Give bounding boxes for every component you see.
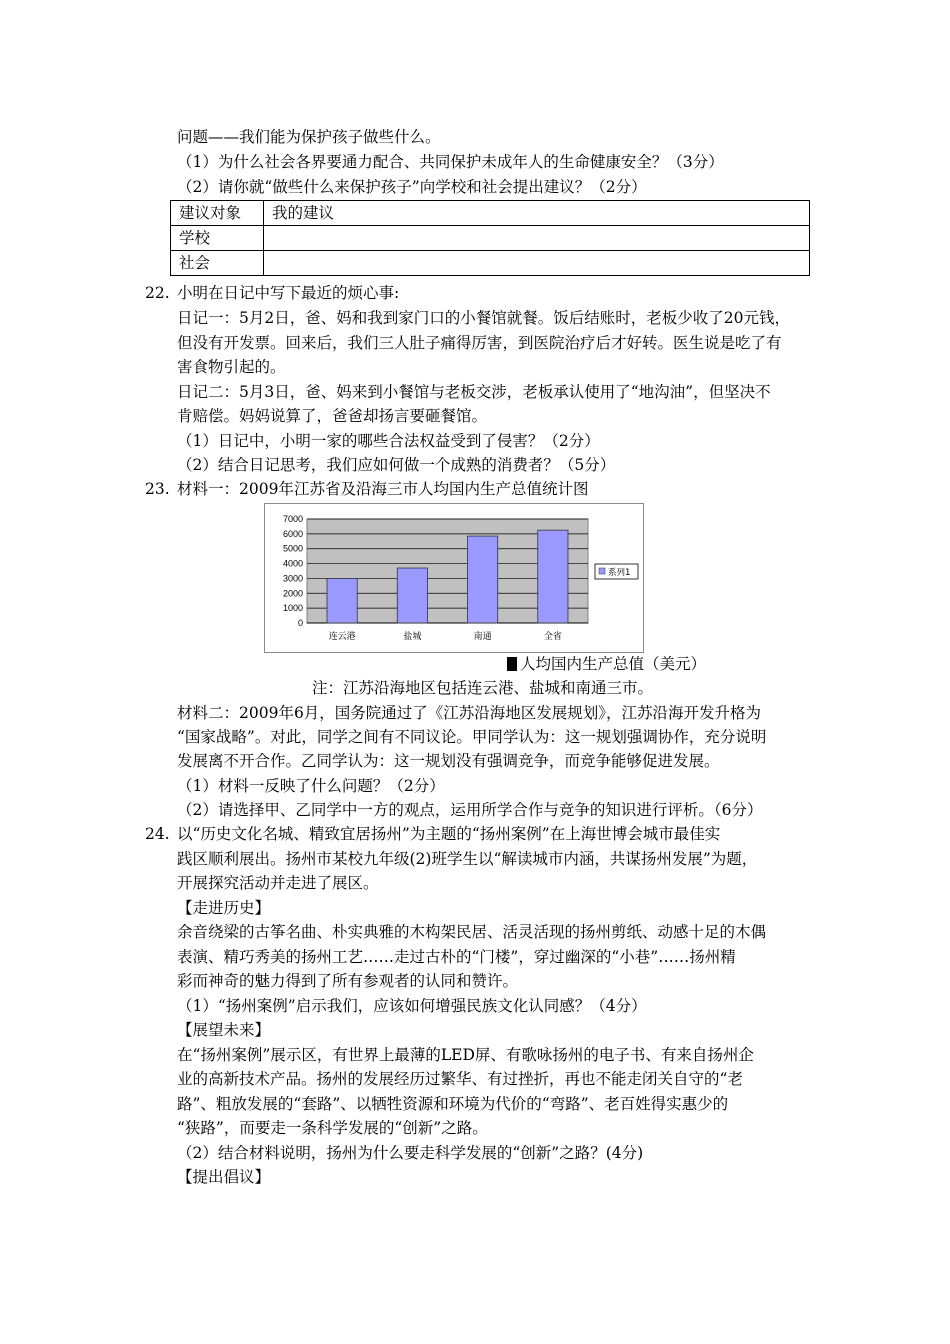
y-tick-label: 2000 [282, 588, 303, 599]
x-tick-label: 全省 [543, 632, 562, 642]
q22-diary2-line2: 肯赔偿。妈妈说算了，爸爸却扬言要砸餐馆。 [177, 407, 488, 425]
y-tick-label: 1000 [282, 603, 303, 614]
y-tick-label: 5000 [282, 543, 303, 554]
q23-sub1: （1）材料一反映了什么问题？（2分） [177, 777, 445, 795]
q24-sub2: （2）结合材料说明，扬州为什么要走科学发展的“创新”之路？(4分) [177, 1144, 644, 1162]
legend-swatch [599, 568, 605, 574]
table-row [171, 201, 810, 226]
q23-material1: 材料一：2009年江苏省及沿海三市人均国内生产总值统计图 [177, 480, 589, 498]
q21-sub2: （2）请你就“做些什么来保护孩子”向学校和社会提出建议？（2分） [177, 178, 647, 196]
q22-diary1-line3: 害食物引起的。 [177, 358, 286, 376]
chart-svg [265, 504, 643, 652]
legend-label: 人均国内生产总值（美元） [520, 655, 707, 673]
x-tick-label: 连云港 [328, 632, 356, 642]
bar [538, 530, 568, 623]
q22-sub1: （1）日记中，小明一家的哪些合法权益受到了侵害？（2分） [177, 432, 600, 450]
q22-sub2: （2）结合日记思考，我们应如何做一个成熟的消费者？（5分） [177, 456, 616, 474]
legend-square-icon [507, 657, 517, 671]
q22-number: 22. [145, 284, 170, 302]
y-tick-label: 7000 [282, 514, 303, 524]
q23-material2-line3: 发展离不开合作。乙同学认为：这一规划没有强调竞争，而竞争能够促进发展。 [177, 752, 720, 770]
legend-series-label: 系列1 [608, 568, 631, 578]
chart-legend-below [507, 654, 706, 674]
bar [397, 568, 427, 623]
q21-sub1: （1）为什么社会各界要通力配合、共同保护未成年人的生命健康安全？（3分） [177, 153, 724, 171]
q24-text1-line2: 表演、精巧秀美的扬州工艺……走过古朴的“门楼”，穿过幽深的“小巷”……扬州精 [177, 948, 736, 966]
q23-sub2: （2）请选择甲、乙同学中一方的观点，运用所学合作与竞争的知识进行评析。（6分） [177, 801, 763, 819]
x-tick-label: 盐城 [403, 632, 422, 642]
q24-section3: 【提出倡议】 [177, 1168, 271, 1186]
gdp-bar-chart [264, 503, 644, 653]
q24-sub1: （1）“扬州案例”启示我们，应该如何增强民族文化认同感？（4分） [177, 997, 647, 1015]
q22-diary1-line1: 日记一：5月2日，爸、妈和我到家门口的小餐馆就餐。饭后结账时，老板少收了20元钱， [177, 309, 790, 327]
q24-intro-line3: 开展探究活动并走进了展区。 [177, 874, 379, 892]
table-header-cell: 我的建议 [264, 201, 810, 226]
q24-text2-line3: 路”、粗放发展的“套路”、以牺牲资源和环境为代价的“弯路”、老百姓得实惠少的 [177, 1095, 729, 1113]
q24-text1-line3: 彩而神奇的魅力得到了所有参观者的认同和赞许。 [177, 972, 519, 990]
table-cell: 学校 [171, 226, 264, 251]
table-cell: 社会 [171, 251, 264, 276]
q24-text2-line4: “狭路”，而要走一条科学发展的“创新”之路。 [177, 1119, 488, 1137]
q24-intro-line1: 以“历史文化名城、精致宜居扬州”为主题的“扬州案例”在上海世博会城市最佳实 [177, 825, 721, 843]
q24-section1: 【走进历史】 [177, 899, 271, 917]
q23-number: 23. [145, 480, 170, 498]
q24-number: 24. [145, 825, 170, 843]
q24-text1-line1: 余音绕梁的古筝名曲、朴实典雅的木构架民居、活灵活现的扬州剪纸、动感十足的木偶 [177, 923, 767, 941]
table-row [171, 251, 810, 276]
suggestion-table [170, 200, 810, 276]
q24-section2: 【展望未来】 [177, 1021, 271, 1039]
y-tick-label: 4000 [282, 558, 303, 569]
table-header-cell: 建议对象 [171, 201, 264, 226]
q23-material2-line2: “国家战略”。对此，同学之间有不同议论。甲同学认为：这一规划强调协作，充分说明 [177, 728, 767, 746]
q24-text2-line2: 业的高新技术产品。扬州的发展经历过繁华、有过挫折，再也不能走闭关自守的“老 [177, 1070, 743, 1088]
bar [327, 578, 357, 623]
y-tick-label: 3000 [282, 573, 303, 584]
table-cell-answer [264, 226, 810, 251]
q24-text2-line1: 在“扬州案例”展示区，有世界上最薄的LED屏、有歌咏扬州的电子书、有来自扬州企 [177, 1046, 754, 1064]
q23-material2-line1: 材料二：2009年6月，国务院通过了《江苏沿海地区发展规划》，江苏沿海开发升格为 [177, 704, 762, 722]
bar [468, 536, 498, 623]
q22-diary2-line1: 日记二：5月3日，爸、妈来到小餐馆与老板交涉，老板承认使用了“地沟油”，但坚决不 [177, 383, 771, 401]
q23-note: 注：江苏沿海地区包括连云港、盐城和南通三市。 [312, 679, 654, 697]
q22-diary1-line2: 但没有开发票。回来后，我们三人肚子痛得厉害，到医院治疗后才好转。医生说是吃了有 [177, 334, 782, 352]
q22-intro: 小明在日记中写下最近的烦心事: [177, 284, 400, 302]
table-row [171, 226, 810, 251]
table-cell-answer [264, 251, 810, 276]
y-tick-label: 0 [297, 618, 303, 628]
y-tick-label: 6000 [282, 528, 303, 539]
x-tick-label: 南通 [473, 632, 492, 642]
q24-intro-line2: 践区顺利展出。扬州市某校九年级(2)班学生以“解读城市内涵，共谋扬州发展”为题， [177, 850, 758, 868]
q21-question-title: 问题——我们能为保护孩子做些什么。 [177, 128, 441, 146]
